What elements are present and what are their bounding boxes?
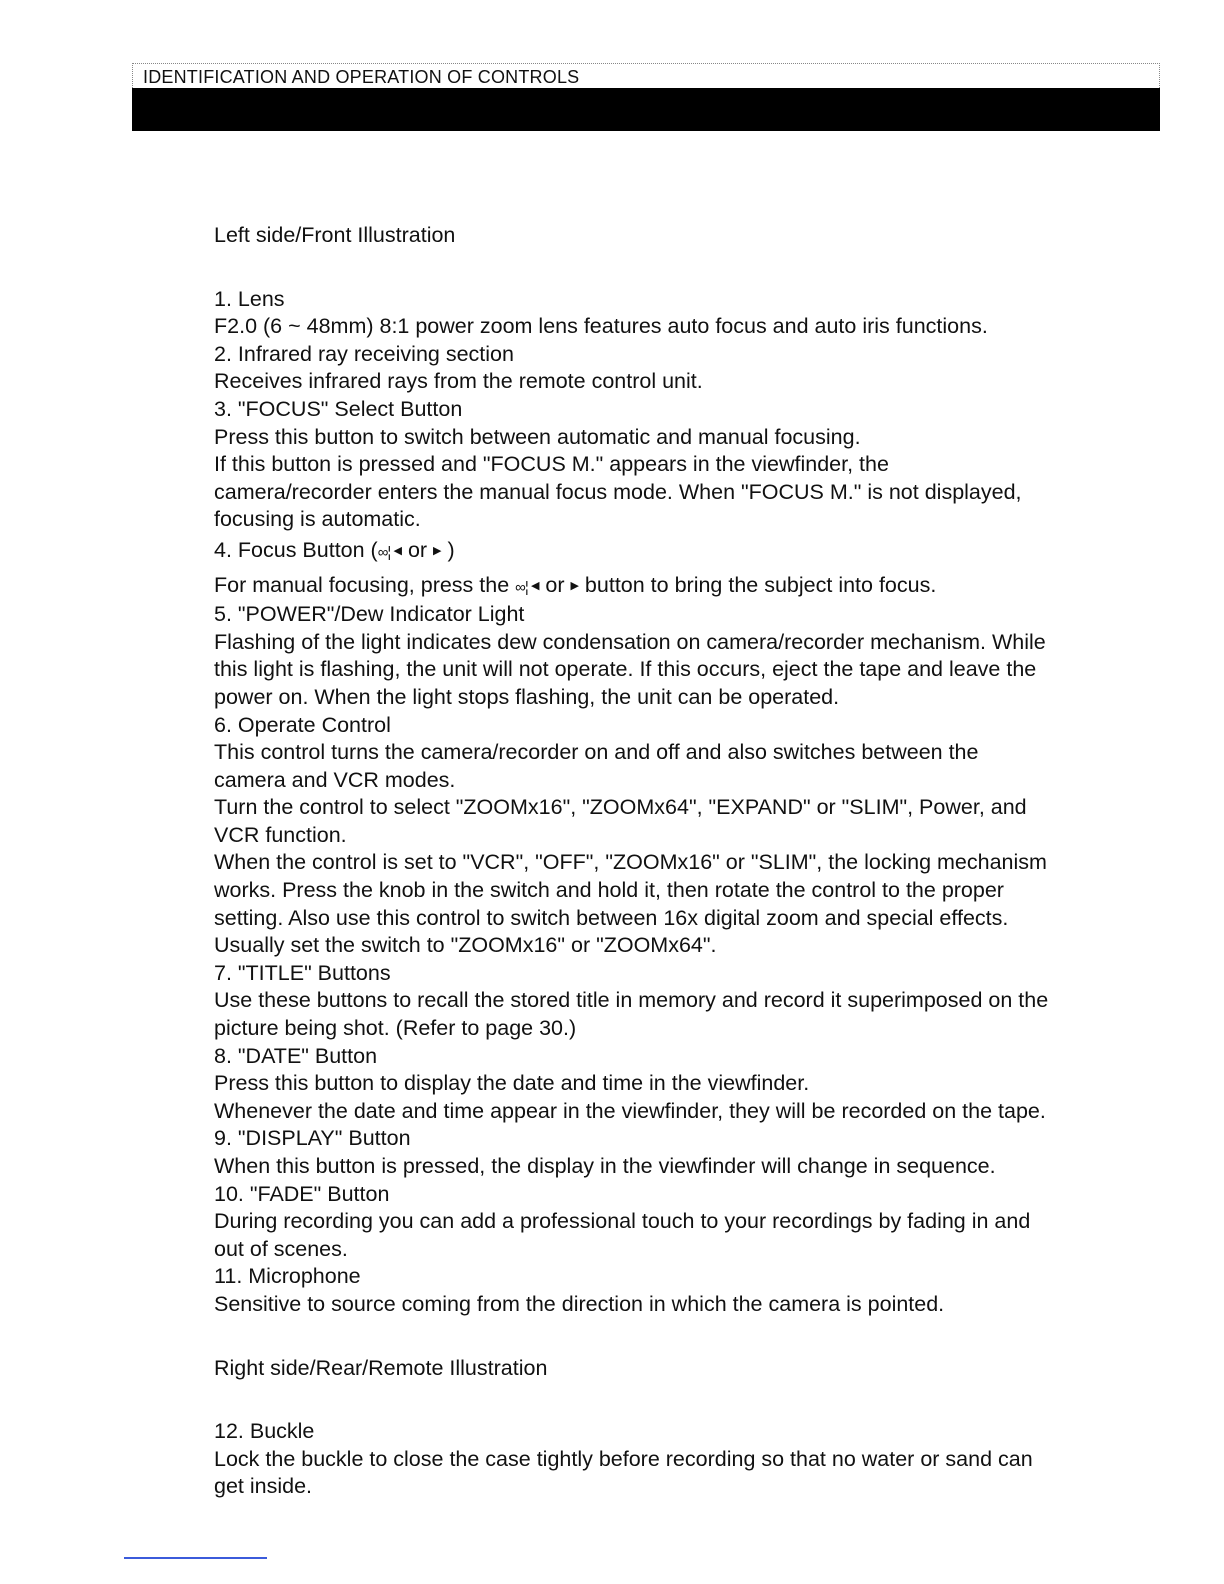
or-text: or bbox=[401, 537, 434, 562]
heading-end: ) bbox=[441, 537, 455, 562]
line-text: For manual focusing, press the bbox=[214, 572, 516, 597]
item-description: Whenever the date and time appear in the viewfinder, they will be recorded on the tape. bbox=[214, 1098, 1046, 1123]
item-description: Usually set the switch to "ZOOMx16" or "ZOOMx64". bbox=[214, 933, 717, 958]
item-description: camera and VCR modes. bbox=[214, 767, 456, 792]
item-heading: 7. "TITLE" Buttons bbox=[214, 960, 391, 985]
item-description: Sensitive to source coming from the direction in which the camera is pointed. bbox=[214, 1291, 945, 1316]
item-display-button bbox=[214, 1125, 1174, 1180]
item-description: Lock the buckle to close the case tightly before recording so that no water or sand can bbox=[214, 1446, 1033, 1471]
item-buckle bbox=[214, 1418, 1174, 1501]
section-title-right-rear-remote: Right side/Rear/Remote Illustration bbox=[214, 1355, 548, 1380]
item-description: When this button is pressed, the display in the viewfinder will change in sequence. bbox=[214, 1154, 996, 1178]
item-description: power on. When the light stops flashing, the unit can be operated. bbox=[214, 684, 840, 709]
section-title-left-front: Left side/Front Illustration bbox=[214, 223, 456, 247]
triangle-left-icon: ◀ bbox=[530, 579, 540, 592]
item-description: During recording you can add a professional touch to your recordings by fading in and bbox=[214, 1209, 1031, 1234]
item-lens bbox=[214, 286, 1174, 341]
item-heading: 1. Lens bbox=[214, 286, 285, 311]
item-description: Turn the control to select "ZOOMx16", "ZOOMx64", "EXPAND" or "SLIM", Power, and bbox=[214, 795, 1027, 820]
infinity-icon: ∞ bbox=[377, 543, 388, 561]
item-description: Press this button to display the date and time in the viewfinder. bbox=[214, 1071, 810, 1096]
item-focus-select-button bbox=[214, 396, 1174, 534]
item-description: focusing is automatic. bbox=[214, 507, 421, 532]
item-description: Use these buttons to recall the stored title in memory and record it superimposed on the bbox=[214, 988, 1049, 1013]
separator-mark: ¦ bbox=[524, 578, 531, 596]
item-description: VCR function. bbox=[214, 822, 347, 847]
item-description: F2.0 (6 ~ 48mm) 8:1 power zoom lens features auto focus and auto iris functions. bbox=[214, 314, 988, 339]
item-description: picture being shot. (Refer to page 30.) bbox=[214, 1016, 577, 1041]
line-end: button to bring the subject into focus. bbox=[578, 572, 937, 597]
item-heading: 6. Operate Control bbox=[214, 712, 391, 737]
item-description: out of scenes. bbox=[214, 1236, 348, 1261]
item-infrared-receiver bbox=[214, 341, 1174, 396]
item-microphone bbox=[214, 1263, 1174, 1318]
item-description: camera/recorder enters the manual focus mode. When "FOCUS M." is not displayed, bbox=[214, 479, 1022, 504]
item-description: get inside. bbox=[214, 1474, 313, 1499]
item-description: When the control is set to "VCR", "OFF", "ZOOMx16" or "SLIM", the locking mechanism bbox=[214, 850, 1047, 875]
item-focus-button bbox=[214, 537, 1174, 601]
item-power-dew-indicator bbox=[214, 601, 1174, 711]
item-description: If this button is pressed and "FOCUS M." appears in the viewfinder, the bbox=[214, 452, 889, 477]
item-heading: 5. "POWER"/Dew Indicator Light bbox=[214, 602, 525, 627]
header-black-bar bbox=[132, 88, 1160, 131]
header-title: IDENTIFICATION AND OPERATION OF CONTROLS bbox=[143, 67, 580, 87]
separator-mark: ¦ bbox=[387, 543, 394, 561]
infinity-icon: ∞ bbox=[515, 578, 525, 596]
item-date-button bbox=[214, 1043, 1174, 1126]
item-heading: 12. Buckle bbox=[214, 1419, 315, 1444]
item-title-buttons bbox=[214, 960, 1174, 1043]
page-header bbox=[132, 63, 1160, 131]
item-heading: 3. "FOCUS" Select Button bbox=[214, 396, 463, 421]
item-heading bbox=[214, 537, 1174, 567]
footer-link-underline[interactable] bbox=[124, 1557, 267, 1559]
or-text: or bbox=[539, 572, 571, 597]
item-description bbox=[214, 572, 1174, 602]
item-heading: 2. Infrared ray receiving section bbox=[214, 341, 514, 366]
item-heading: 9. "DISPLAY" Button bbox=[214, 1126, 411, 1151]
item-description: setting. Also use this control to switch between 16x digital zoom and special effects. bbox=[214, 905, 1009, 930]
heading-text: 4. Focus Button ( bbox=[214, 537, 378, 562]
triangle-left-icon: ◀ bbox=[393, 544, 402, 557]
document-body bbox=[214, 222, 1174, 1501]
item-description: works. Press the knob in the switch and hold it, then rotate the control to the proper bbox=[214, 878, 1004, 903]
item-description: Flashing of the light indicates dew condensation on camera/recorder mechanism. While bbox=[214, 629, 1046, 654]
item-description: this light is flashing, the unit will not operate. If this occurs, eject the tape and leave the bbox=[214, 657, 1037, 682]
triangle-right-icon: ▶ bbox=[433, 544, 442, 557]
item-operate-control bbox=[214, 712, 1174, 960]
item-description: Receives infrared rays from the remote control unit. bbox=[214, 369, 703, 394]
item-description: This control turns the camera/recorder on and off and also switches between the bbox=[214, 740, 979, 765]
item-description: Press this button to switch between automatic and manual focusing. bbox=[214, 424, 861, 449]
item-heading: 8. "DATE" Button bbox=[214, 1043, 378, 1068]
item-heading: 10. "FADE" Button bbox=[214, 1181, 390, 1206]
item-fade-button bbox=[214, 1181, 1174, 1264]
triangle-right-icon: ▶ bbox=[570, 579, 579, 592]
item-heading: 11. Microphone bbox=[214, 1264, 361, 1289]
header-label-row bbox=[132, 63, 1160, 88]
